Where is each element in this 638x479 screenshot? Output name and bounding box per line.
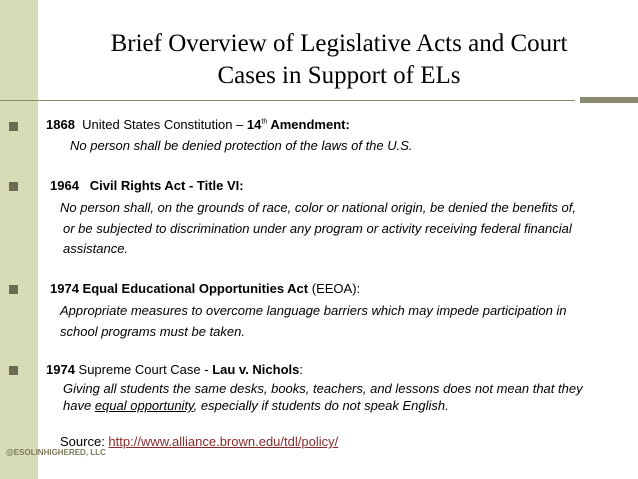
left-accent-bar (0, 0, 38, 479)
line-text: have (63, 398, 95, 413)
item-heading-bold: 1974 Equal Educational Opportunities Act (50, 281, 309, 296)
item-1868-description: No person shall be denied protection of the laws of the U.S. (70, 138, 413, 153)
bullet-square-icon (9, 285, 18, 294)
item-1974-lau-description-line-2 (63, 398, 449, 414)
item-heading-superscript: th (261, 118, 268, 126)
item-1868-heading (46, 117, 350, 133)
item-1974-lau-heading (46, 362, 303, 378)
item-heading-bold: Civil Rights Act - Title VI: (89, 178, 244, 193)
item-1964-description-line-2: or be subjected to discrimination under any program or activity receiving federal financial (63, 221, 572, 236)
item-1974-lau-description-line-1: Giving all students the same desks, books, teachers, and lessons does not mean that they (63, 381, 583, 396)
item-heading-bold-2: Amendment: (267, 117, 350, 132)
item-heading-text: (EEOA): (308, 281, 361, 296)
item-1974-eeoa-heading (50, 281, 360, 297)
slide-title (40, 28, 638, 92)
item-heading-text: United States Constitution – (82, 117, 247, 132)
bullet-square-icon (9, 366, 18, 375)
bullet-square-icon (9, 122, 18, 131)
bullet-square-icon (9, 182, 18, 191)
item-1964-description-line-3: assistance. (63, 241, 129, 256)
item-1974-eeoa-description-line-1: Appropriate measures to overcome language barriers which may impede participation in (60, 303, 567, 318)
item-heading-text: Supreme Court Case - (74, 362, 213, 377)
item-heading-text-2: : (299, 362, 303, 377)
item-1964-heading (50, 178, 244, 194)
title-divider-thin (0, 100, 575, 101)
item-year: 1868 (46, 117, 75, 132)
title-divider-thick (580, 97, 638, 103)
footer-copyright: @ESOLINHIGHERED, LLC (6, 448, 106, 457)
item-year: 1974 (46, 362, 75, 377)
item-year: 1964 (50, 178, 79, 193)
item-1974-eeoa-description-line-2: school programs must be taken. (60, 324, 245, 339)
underlined-phrase: equal opportunity (94, 398, 194, 413)
line-text-2: , especially if students do not speak English. (193, 398, 449, 413)
item-heading-bold: Lau v. Nichols (212, 362, 300, 377)
title-line-2: Cases in Support of ELs (217, 62, 461, 89)
source-label: Source: (60, 434, 109, 449)
item-heading-bold: 14 (246, 117, 262, 132)
source-link[interactable]: http://www.alliance.brown.edu/tdl/policy/ (108, 434, 339, 449)
title-line-1: Brief Overview of Legislative Acts and Court (110, 30, 568, 57)
item-1964-description-line-1: No person shall, on the grounds of race, color or national origin, be denied the benefits of, (60, 200, 576, 215)
